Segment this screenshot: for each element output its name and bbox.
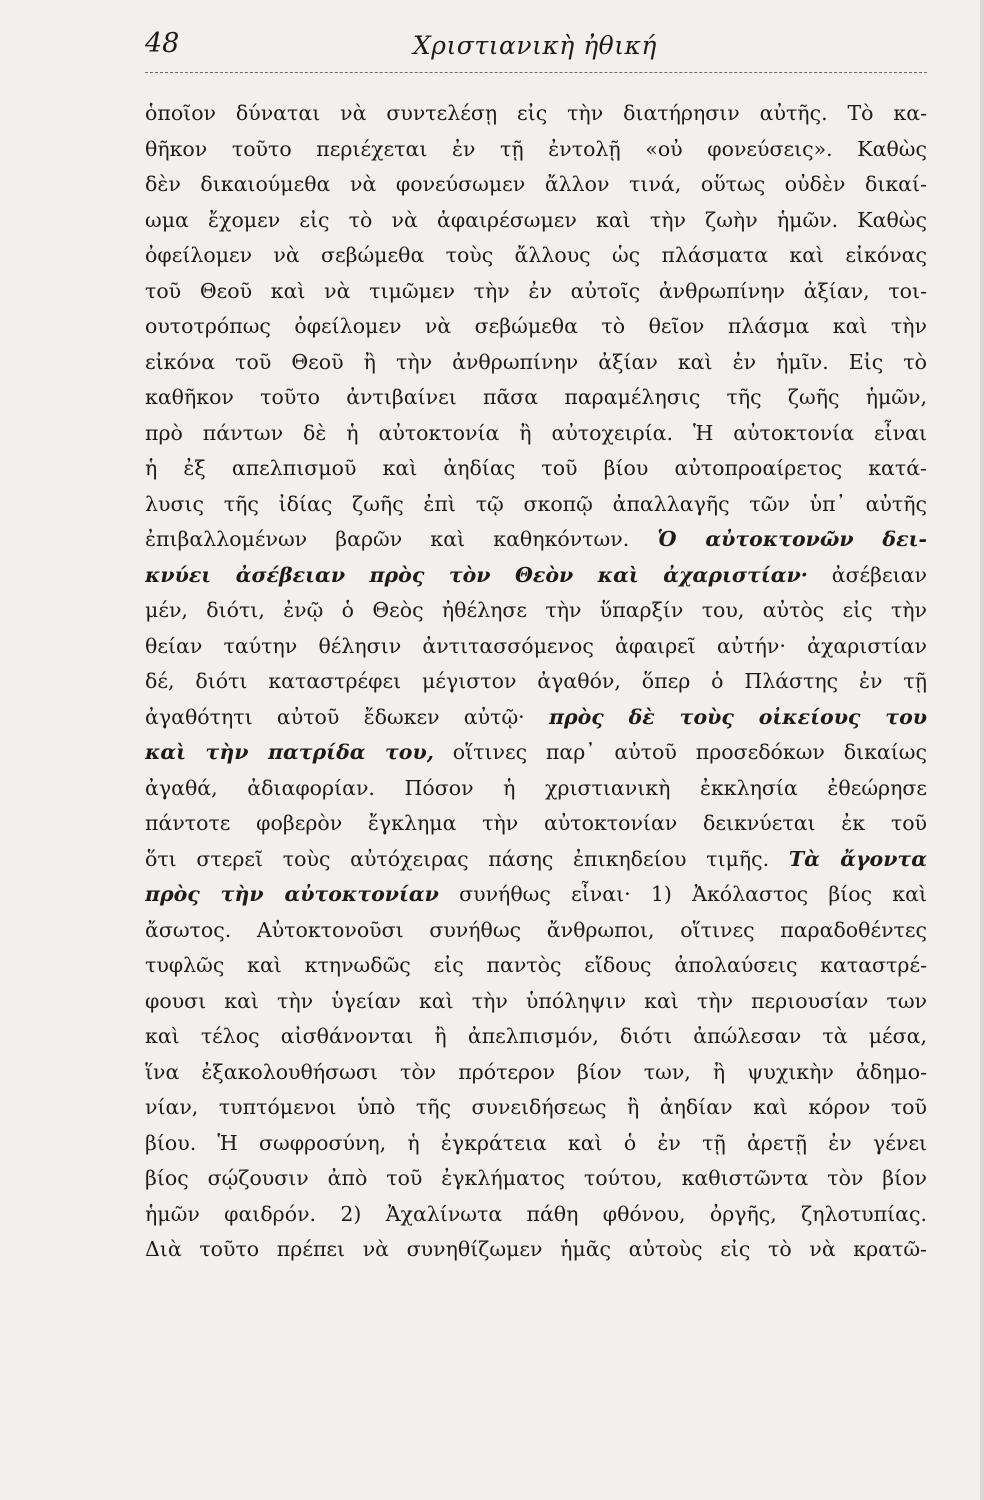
text-segment: ωμα ἔχομεν εἰς τὸ νὰ ἀφαιρέσωμεν καὶ τὴν ζωὴν ἡμῶν. Καθὼς	[145, 207, 927, 232]
text-line	[145, 913, 927, 949]
body-text	[145, 96, 927, 1268]
page-header	[145, 24, 927, 68]
text-line	[145, 806, 927, 842]
emphasized-text: Ὁ αὐτοκτονῶν δει-	[657, 527, 927, 551]
text-segment: συνήθως εἶναι· 1) Ἀκόλαστος βίος καὶ	[438, 882, 927, 906]
text-line	[145, 167, 927, 203]
text-segment: οἵτινες παρ᾽ αὐτοῦ προσεδόκων δικαίως	[433, 740, 927, 764]
text-line	[145, 948, 927, 984]
text-line	[145, 522, 927, 558]
text-segment: θείαν ταύτην θέλησιν ἀντιτασσόμενος ἀφαιρεῖ αὐτήν· ἀχαριστίαν	[145, 633, 927, 658]
text-line	[145, 877, 927, 913]
text-segment: ὀφείλομεν νὰ σεβώμεθα τοὺς ἄλλους ὡς πλάσματα καὶ εἰκόνας	[145, 243, 927, 267]
text-line	[145, 274, 927, 310]
text-line	[145, 380, 927, 416]
text-line	[145, 238, 927, 274]
text-line	[145, 309, 927, 345]
text-segment: ἀσέβειαν	[807, 562, 927, 587]
text-segment: τυφλῶς καὶ κτηνωδῶς εἰς παντὸς εἴδους ἀπολαύσεις καταστρέ-	[145, 953, 927, 977]
text-line	[145, 345, 927, 381]
text-segment: ἄσωτος. Αὐτοκτονοῦσι συνήθως ἄνθρωποι, οἵτινες παραδοθέντες	[145, 917, 927, 942]
page-edge	[980, 0, 984, 1500]
text-line	[145, 1055, 927, 1091]
emphasized-text: πρὸς δὲ τοὺς οἰκείους του	[548, 704, 927, 729]
text-segment: βίου. Ἡ σωφροσύνη, ἡ ἐγκράτεια καὶ ὁ ἐν τῇ ἀρετῇ ἐν γένει	[145, 1130, 927, 1155]
emphasized-text: κνύει ἀσέβειαν πρὸς τὸν Θεὸν καὶ ἀχαριστίαν·	[145, 562, 808, 587]
text-segment: καὶ τέλος αἰσθάνονται ἢ ἀπελπισμόν, διότι ἀπώλεσαν τὰ μέσα,	[145, 1024, 927, 1048]
text-segment: πρὸ πάντων δὲ ἡ αὐτοκτονία ἢ αὐτοχειρία. Ἡ αὐτοκτονία εἶναι	[145, 420, 927, 445]
text-line	[145, 203, 927, 239]
text-line	[145, 593, 927, 629]
text-line	[145, 416, 927, 452]
text-segment: μέν, διότι, ἐνῷ ὁ Θεὸς ἠθέλησε τὴν ὕπαρξίν του, αὐτὸς εἰς τὴν	[145, 598, 927, 622]
text-segment: ἀγαθότητι αὐτοῦ ἔδωκεν αὐτῷ·	[145, 704, 549, 729]
text-segment: ἀγαθά, ἀδιαφορίαν. Πόσον ἡ χριστιανικὴ ἐκκλησία ἐθεώρησε	[145, 775, 927, 800]
text-segment: τοῦ Θεοῦ καὶ νὰ τιμῶμεν τὴν ἐν αὐτοῖς ἀνθρωπίνην ἀξίαν, τοι-	[145, 278, 927, 303]
running-title: Χριστιανικὴ ἠθική	[413, 31, 657, 60]
text-segment: ὁποῖον δύναται νὰ συντελέσῃ εἰς τὴν διατήρησιν αὐτῆς. Τὸ κα-	[145, 101, 927, 125]
text-segment: καθῆκον τοῦτο ἀντιβαίνει πᾶσα παραμέλησις τῆς ζωῆς ἡμῶν,	[145, 385, 927, 409]
text-line	[145, 735, 927, 771]
text-segment: ἐπιβαλλομένων βαρῶν καὶ καθηκόντων.	[145, 527, 658, 551]
text-line	[145, 132, 927, 168]
text-line	[145, 96, 927, 132]
text-line	[145, 664, 927, 700]
text-segment: ἡ ἐξ απελπισμοῦ καὶ ἀηδίας τοῦ βίου αὐτοπροαίρετος κατά-	[145, 456, 927, 480]
text-segment: βίος σῴζουσιν ἀπὸ τοῦ ἐγκλήματος τούτου, καθιστῶντα τὸν βίον	[145, 1166, 927, 1190]
emphasized-text: πρὸς τὴν αὐτοκτονίαν	[145, 882, 439, 906]
text-segment: ἡμῶν φαιδρόν. 2) Ἀχαλίνωτα πάθη φθόνου, ὀργῆς, ζηλοτυπίας.	[145, 1201, 927, 1226]
text-line	[145, 771, 927, 807]
text-line	[145, 629, 927, 665]
text-segment: θῆκον τοῦτο περιέχεται ἐν τῇ ἐντολῇ «οὐ φονεύσεις». Καθὼς	[145, 136, 927, 161]
text-line	[145, 1090, 927, 1126]
emphasized-text: καὶ τὴν πατρίδα του,	[145, 740, 434, 764]
text-segment: λυσις τῆς ἰδίας ζωῆς ἐπὶ τῷ σκοπῷ ἀπαλλαγῆς τῶν ὑπ᾽ αὐτῆς	[145, 491, 927, 516]
text-line	[145, 1126, 927, 1162]
text-line	[145, 1232, 927, 1268]
text-segment: Διὰ τοῦτο πρέπει νὰ συνηθίζωμεν ἡμᾶς αὐτοὺς εἰς τὸ νὰ κρατῶ-	[145, 1237, 927, 1261]
text-segment: ἵνα ἐξακολουθήσωσι τὸν πρότερον βίον των, ἢ ψυχικὴν ἀδημο-	[145, 1059, 927, 1084]
text-line	[145, 558, 927, 594]
text-line	[145, 984, 927, 1020]
emphasized-text: Τὰ ἄγοντα	[788, 846, 927, 871]
text-line	[145, 1161, 927, 1197]
text-segment: δὲν δικαιούμεθα νὰ φονεύσωμεν ἄλλον τινά, οὕτως οὐδὲν δικαί-	[145, 172, 927, 196]
text-line	[145, 451, 927, 487]
text-line	[145, 842, 927, 878]
text-segment: ουτοτρόπως ὀφείλομεν νὰ σεβώμεθα τὸ θεῖον πλάσμα καὶ τὴν	[145, 314, 927, 338]
page-number: 48	[145, 28, 180, 59]
text-segment: νίαν, τυπτόμενοι ὑπὸ τῆς συνειδήσεως ἢ ἀηδίαν καὶ κόρον τοῦ	[145, 1095, 927, 1119]
text-line	[145, 1197, 927, 1233]
text-segment: πάντοτε φοβερὸν ἔγκλημα τὴν αὐτοκτονίαν δεικνύεται ἐκ τοῦ	[145, 811, 927, 835]
text-segment: ὅτι στερεῖ τοὺς αὐτόχειρας πάσης ἐπικηδείου τιμῆς.	[145, 846, 789, 871]
text-line	[145, 700, 927, 736]
text-line	[145, 487, 927, 523]
text-line	[145, 1019, 927, 1055]
text-segment: εἰκόνα τοῦ Θεοῦ ἢ τὴν ἀνθρωπίνην ἀξίαν καὶ ἐν ἡμῖν. Εἰς τὸ	[145, 349, 927, 374]
text-segment: δέ, διότι καταστρέφει μέγιστον ἀγαθόν, ὅπερ ὁ Πλάστης ἐν τῇ	[145, 669, 927, 693]
header-rule	[145, 72, 927, 73]
text-segment: φουσι καὶ τὴν ὑγείαν καὶ τὴν ὑπόληψιν καὶ τὴν περιουσίαν των	[145, 988, 927, 1013]
